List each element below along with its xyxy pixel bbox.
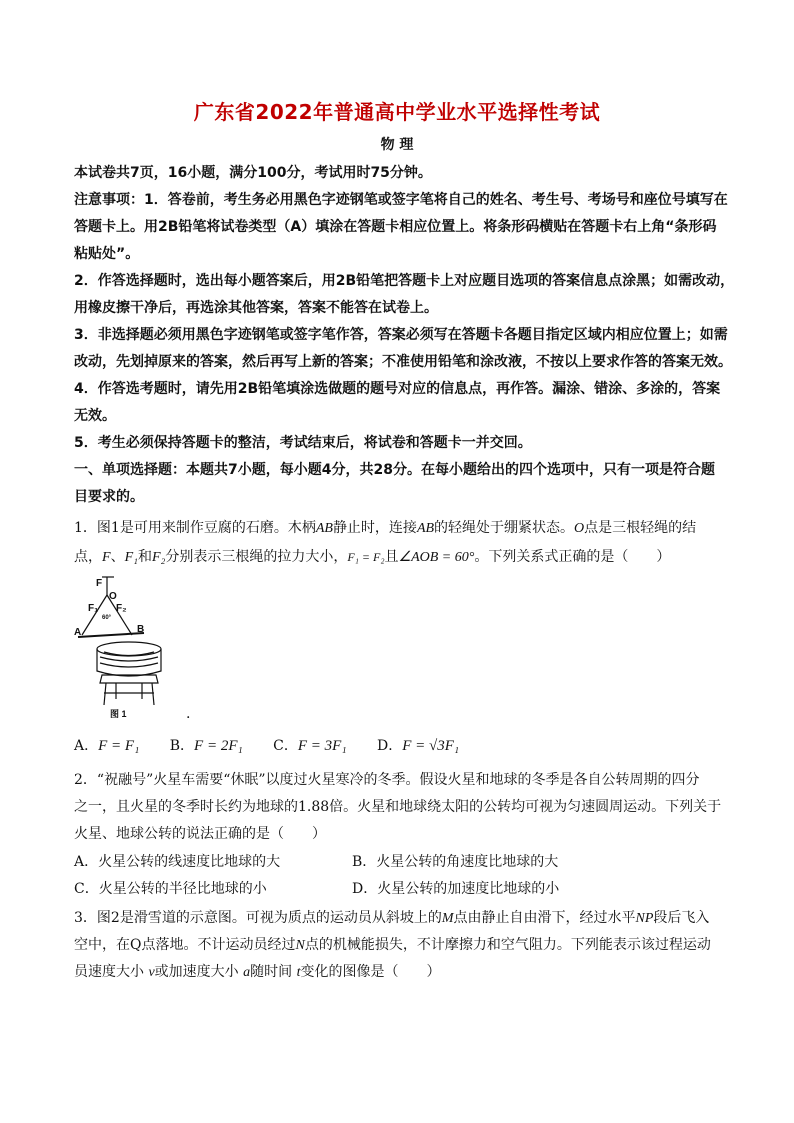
question-3-line-3: 员速度大小 v或加速度大小 a随时间 t变化的图像是（ ） — [74, 964, 441, 980]
section-1-heading-line-1: 一、单项选择题：本题共7小题，每小题4分，共28分。在每小题给出的四个选项中，只有一项是符合题 — [74, 462, 715, 478]
note-3-line-2: 改动，先划掉原来的答案，然后再写上新的答案；不准使用铅笔和涂改液，不按以上要求作答的答案无效。 — [74, 354, 732, 370]
question-1-line-2: 点，F、F₁和F₂分别表示三根绳的拉力大小，F₁ = F₂且∠AOB = 60°。下列关系式正确的是（ ） — [74, 549, 671, 565]
question-2-line-2: 之一，且火星的冬季时长约为地球的1.88倍。火星和地球绕太阳的公转均可视为匀速圆周运动。下列关于 — [74, 799, 722, 815]
note-2-line-1: 2．作答选择题时，选出每小题答案后，用2B铅笔把答题卡上对应题目选项的答案信息点涂黑；如需改动， — [74, 273, 735, 289]
q2-option-b[interactable]: B．火星公转的角速度比地球的大 — [352, 854, 559, 870]
note-2-line-2: 用橡皮擦干净后，再选涂其他答案，答案不能答在试卷上。 — [74, 300, 438, 316]
fig-label-f: F — [96, 578, 103, 589]
subject-heading: 物 理 — [380, 137, 414, 153]
fig-label-angle: 60° — [102, 615, 112, 621]
fig-label-f2: F₂ — [116, 603, 127, 614]
stick-ab — [78, 633, 144, 637]
exam-intro: 本试卷共7页，16小题，满分100分，考试用时75分钟。 — [74, 165, 432, 181]
note-1-line-3: 粘贴处”。 — [74, 246, 140, 262]
note-5: 5．考生必须保持答题卡的整洁，考试结束后，将试卷和答题卡一并交回。 — [74, 435, 532, 451]
trailing-period: . — [186, 706, 191, 722]
note-4-line-2: 无效。 — [74, 408, 116, 424]
section-1-heading-line-2: 目要求的。 — [74, 489, 144, 505]
fig-label-b: B — [137, 624, 145, 635]
figure-1-stone-mill — [74, 575, 174, 720]
question-2-line-3: 火星、地球公转的说法正确的是（ ） — [74, 826, 326, 842]
q1-option-b[interactable]: B．F = 2F₁ — [169, 738, 243, 754]
fig-label-a: A — [74, 627, 82, 638]
note-4-line-1: 4．作答选考题时，请先用2B铅笔填涂选做题的题号对应的信息点，再作答。漏涂、错涂、多涂的，答案 — [74, 381, 721, 397]
question-1-options — [74, 735, 485, 755]
mill-top — [97, 642, 161, 656]
figure-1-caption: 图 1 — [110, 709, 127, 719]
question-3-line-1: 3．图2是滑雪道的示意图。可视为质点的运动员从斜坡上的M点由静止自由滑下，经过水平NP段后飞入 — [74, 910, 710, 926]
question-3-line-2: 空中，在Q点落地。不计运动员经过N点的机械能损失，不计摩擦力和空气阻力。下列能表示该过程运动 — [74, 937, 711, 953]
note-3-line-1: 3．非选择题必须用黑色字迹钢笔或签字笔作答，答案必须写在答题卡各题目指定区域内相应位置上；如需 — [74, 327, 728, 343]
q1-option-c[interactable]: C．F = 3F₁ — [273, 738, 347, 754]
fig-label-o: O — [109, 591, 117, 602]
question-2-line-1: 2．“祝融号”火星车需要“休眠”以度过火星寒冷的冬季。假设火星和地球的冬季是各自公转周期的四分 — [74, 772, 700, 788]
note-1-line-1: 注意事项：1．答卷前，考生务必用黑色字迹钢笔或签字笔将自己的姓名、考生号、考场号和座位号填写在 — [74, 192, 728, 208]
q1-option-d[interactable]: D．F = √3F₁ — [377, 738, 460, 754]
note-1-line-2: 答题卡上。用2B铅笔将试卷类型（A）填涂在答题卡相应位置上。将条形码横贴在答题卡右上角“条形码 — [74, 219, 717, 235]
q1-option-a[interactable]: A．F = F₁ — [74, 738, 140, 754]
q2-option-c[interactable]: C．火星公转的半径比地球的小 — [74, 881, 267, 897]
q2-option-a[interactable]: A．火星公转的线速度比地球的大 — [74, 854, 281, 870]
question-1-line-1: 1．图1是可用来制作豆腐的石磨。木柄AB静止时，连接AB的轻绳处于绷紧状态。O点是三根轻绳的结 — [74, 520, 697, 536]
q2-option-d[interactable]: D．火星公转的加速度比地球的小 — [352, 881, 560, 897]
exam-title: 广东省2022年普通高中学业水平选择性考试 — [193, 100, 601, 124]
fig-label-f1: F₁ — [88, 603, 99, 614]
